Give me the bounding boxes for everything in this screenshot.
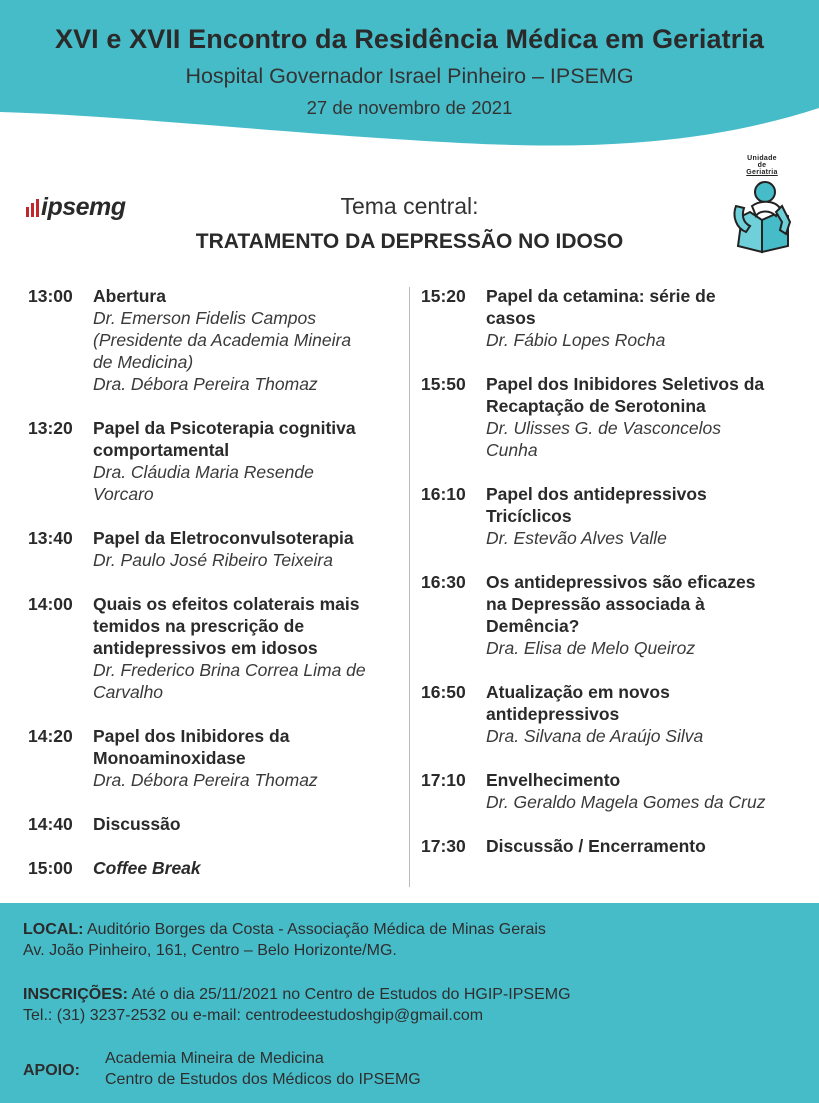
schedule-speaker: Dr. Estevão Alves Valle xyxy=(486,528,667,548)
schedule-speaker: Dra. Débora Pereira Thomaz xyxy=(93,770,318,790)
schedule-speaker: de Medicina) xyxy=(93,352,194,372)
schedule-time: 13:20 xyxy=(28,418,73,438)
schedule-speaker: Cunha xyxy=(486,440,538,460)
header-banner xyxy=(0,0,819,150)
schedule-title: Demência? xyxy=(486,616,580,636)
schedule-time: 16:50 xyxy=(421,682,466,702)
schedule-speaker: Dr. Ulisses G. de Vasconcelos xyxy=(486,418,722,438)
schedule-item xyxy=(421,769,813,813)
schedule-speaker: (Presidente da Academia Mineira xyxy=(93,330,352,350)
schedule-item xyxy=(28,285,406,395)
support-list xyxy=(105,1048,421,1090)
schedule-right-column xyxy=(421,285,813,857)
schedule-title: casos xyxy=(486,308,536,328)
schedule-item xyxy=(421,285,813,351)
schedule-time: 15:50 xyxy=(421,374,466,394)
schedule-time: 13:00 xyxy=(28,286,73,306)
schedule-speaker: Dr. Emerson Fidelis Campos xyxy=(93,308,317,328)
schedule-title: Recaptação de Serotonina xyxy=(486,396,706,416)
support-label: APOIO: xyxy=(23,1062,80,1079)
schedule-title: comportamental xyxy=(93,440,230,460)
schedule-item xyxy=(28,527,406,571)
event-title: XVI e XVII Encontro da Residência Médica em Geriatria xyxy=(54,24,765,54)
schedule-speaker: Dra. Elisa de Melo Queiroz xyxy=(486,638,696,658)
schedule-speaker: Dr. Geraldo Magela Gomes da Cruz xyxy=(486,792,766,812)
schedule-speaker: Dra. Silvana de Araújo Silva xyxy=(486,726,704,746)
schedule-title: Discussão xyxy=(93,814,181,834)
schedule-speaker: Dra. Débora Pereira Thomaz xyxy=(93,374,318,394)
schedule-time: 13:40 xyxy=(28,528,73,548)
schedule-title: Papel dos Inibidores da xyxy=(93,726,290,746)
geriatria-logo-line3: Geriatria xyxy=(746,169,778,176)
venue-address: Av. João Pinheiro, 161, Centro – Belo Horizonte/MG. xyxy=(23,942,397,959)
support-item: Centro de Estudos dos Médicos do IPSEMG xyxy=(105,1071,421,1088)
geriatria-logo-line1: Unidade xyxy=(747,155,777,162)
venue-text: Auditório Borges da Costa - Associação Médica de Minas Gerais xyxy=(87,921,546,938)
schedule-time: 14:20 xyxy=(28,726,73,746)
schedule-speaker: Dr. Frederico Brina Correa Lima de xyxy=(93,660,366,680)
central-theme-label: Tema central: xyxy=(340,193,479,219)
registration-label: INSCRIÇÕES: xyxy=(23,986,128,1003)
registration-text: Até o dia 25/11/2021 no Centro de Estudos do HGIP-IPSEMG xyxy=(131,986,571,1003)
schedule-item xyxy=(421,681,813,747)
schedule-title: Papel da cetamina: série de xyxy=(486,286,716,306)
schedule-item xyxy=(28,813,406,835)
schedule-item xyxy=(421,373,813,461)
schedule-item xyxy=(28,725,406,791)
schedule-title: antidepressivos em idosos xyxy=(93,638,318,658)
schedule-item xyxy=(421,571,813,659)
schedule-title: antidepressivos xyxy=(486,704,620,724)
geriatria-logo-line2: de xyxy=(757,162,767,169)
ipsemg-logo-text: ipsemg xyxy=(41,192,126,221)
schedule-time: 17:10 xyxy=(421,770,466,790)
schedule-title: Discussão / Encerramento xyxy=(486,836,706,856)
schedule-title: Papel dos Inibidores Seletivos da xyxy=(486,374,765,394)
schedule-title: Tricíclicos xyxy=(486,506,572,526)
schedule-time: 14:00 xyxy=(28,594,73,614)
schedule-time: 15:00 xyxy=(28,858,73,878)
schedule-time: 16:30 xyxy=(421,572,466,592)
schedule-time: 15:20 xyxy=(421,286,466,306)
schedule-item xyxy=(28,593,406,703)
schedule-speaker: Vorcaro xyxy=(93,484,154,504)
schedule-title: Quais os efeitos colaterais mais xyxy=(93,594,360,614)
schedule-title: Papel da Eletroconvulsoterapia xyxy=(93,528,354,548)
central-theme-title: TRATAMENTO DA DEPRESSÃO NO IDOSO xyxy=(195,230,624,253)
schedule-left-column xyxy=(28,285,406,879)
schedule-time: 14:40 xyxy=(28,814,73,834)
schedule-speaker: Dr. Paulo José Ribeiro Teixeira xyxy=(93,550,333,570)
schedule-title: Monoaminoxidase xyxy=(93,748,246,768)
hospital-name: Hospital Governador Israel Pinheiro – IPSEMG xyxy=(185,64,634,88)
schedule-title: Papel da Psicoterapia cognitiva xyxy=(93,418,356,438)
footer-info xyxy=(0,903,819,1103)
schedule-time: 16:10 xyxy=(421,484,466,504)
schedule-time: 17:30 xyxy=(421,836,466,856)
registration-contact: Tel.: (31) 3237-2532 ou e-mail: centrodeestudoshgip@gmail.com xyxy=(23,1007,484,1024)
schedule-title: Envelhecimento xyxy=(486,770,621,790)
schedule-item xyxy=(28,857,406,879)
schedule-title: Os antidepressivos são eficazes xyxy=(486,572,756,592)
schedule-title: na Depressão associada à xyxy=(486,594,705,614)
column-divider xyxy=(409,287,410,887)
schedule-speaker: Dra. Cláudia Maria Resende xyxy=(93,462,314,482)
venue-label: LOCAL: xyxy=(23,921,84,938)
schedule-title: Coffee Break xyxy=(93,858,201,878)
schedule-title: Atualização em novos xyxy=(486,682,670,702)
schedule-title: Abertura xyxy=(93,286,166,306)
schedule-title: Papel dos antidepressivos xyxy=(486,484,707,504)
schedule-speaker: Carvalho xyxy=(93,682,164,702)
registration-block xyxy=(23,984,571,1026)
schedule-item xyxy=(421,483,813,549)
schedule-item xyxy=(421,835,813,857)
schedule-item xyxy=(28,417,406,505)
schedule-speaker: Dr. Fábio Lopes Rocha xyxy=(486,330,666,350)
venue-block xyxy=(23,919,546,961)
schedule-title: temidos na prescrição de xyxy=(93,616,305,636)
support-item: Academia Mineira de Medicina xyxy=(105,1050,324,1067)
event-date: 27 de novembro de 2021 xyxy=(306,97,513,118)
